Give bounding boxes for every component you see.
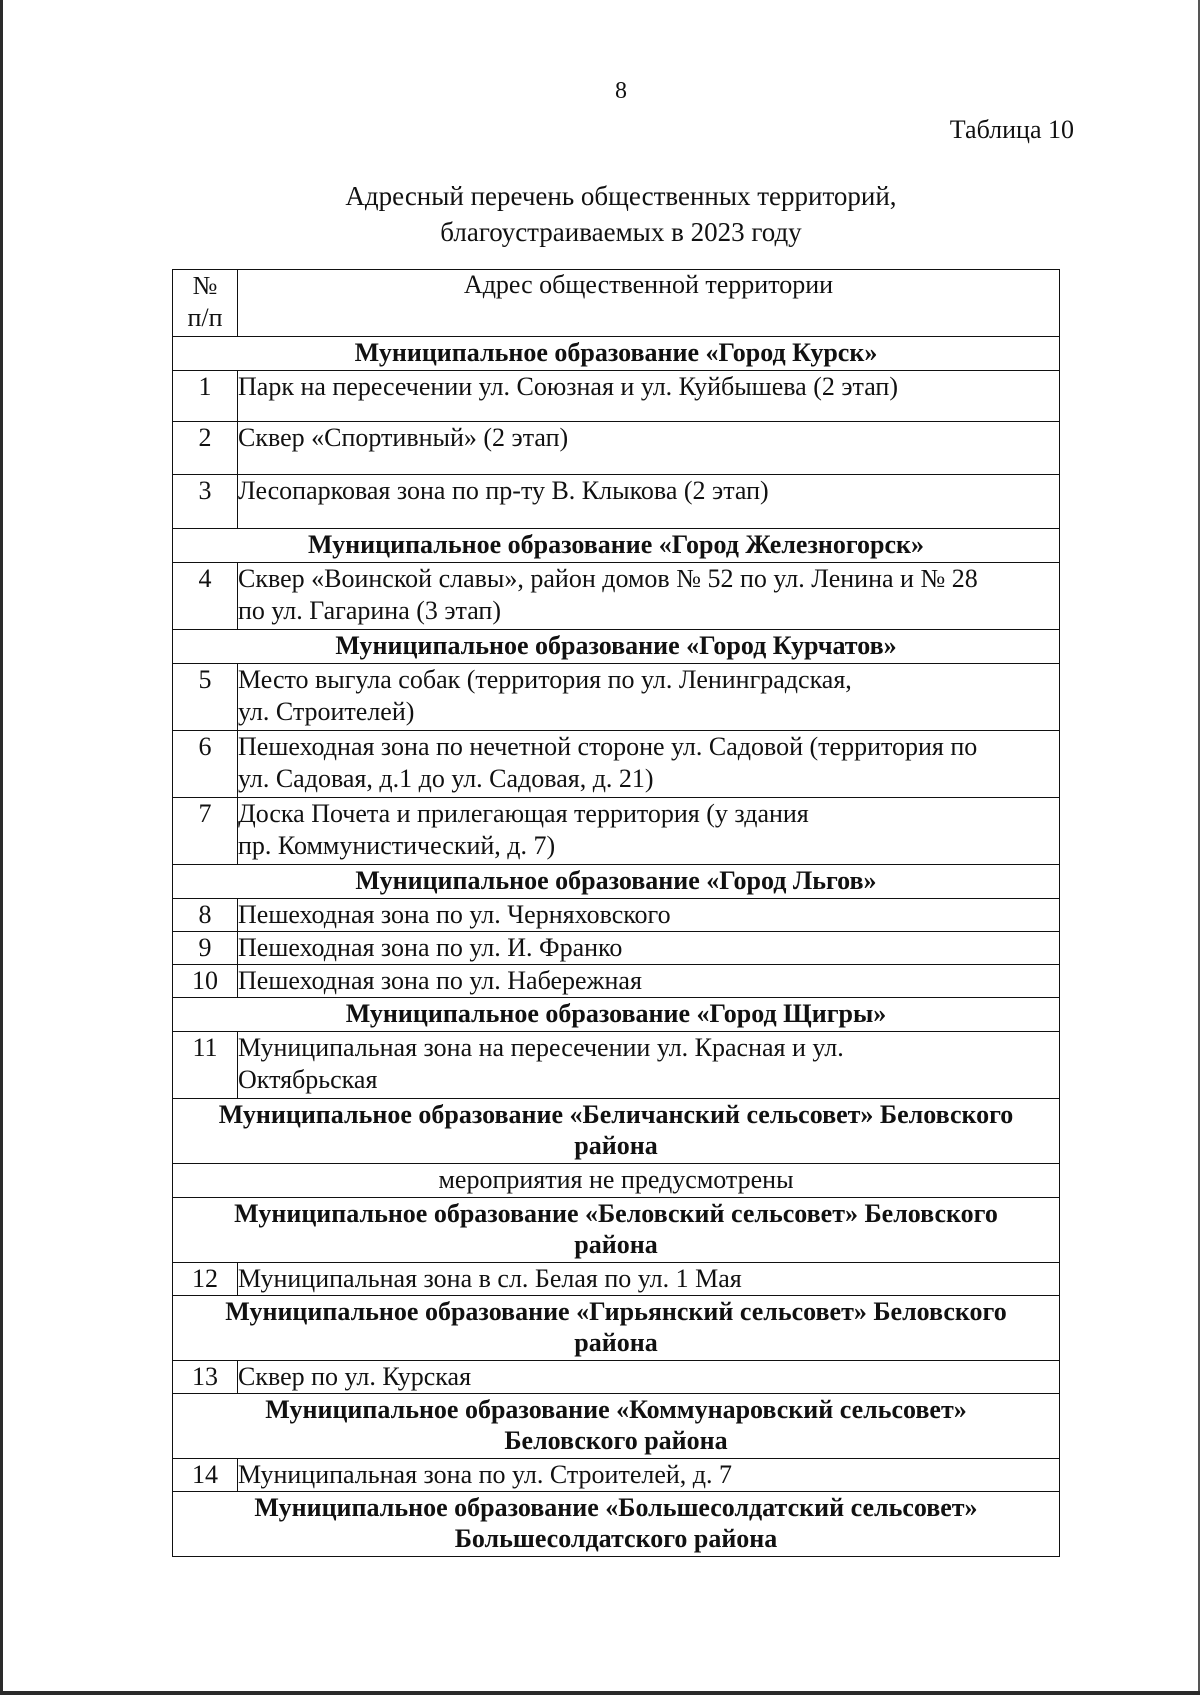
table-row xyxy=(173,899,1060,932)
row-number: 3 xyxy=(173,475,238,529)
table-row xyxy=(173,1032,1060,1099)
row-number: 4 xyxy=(173,563,238,630)
no-activities-note: мероприятия не предусмотрены xyxy=(173,1164,1060,1198)
address-table xyxy=(172,269,1060,1557)
group-row xyxy=(173,1492,1060,1557)
column-header-address: Адрес общественной территории xyxy=(238,270,1060,337)
row-number: 12 xyxy=(173,1263,238,1296)
table-header-row xyxy=(173,270,1060,337)
column-header-number: № п/п xyxy=(173,270,238,337)
table-row xyxy=(173,371,1060,422)
table-row xyxy=(173,1459,1060,1492)
row-address: Муниципальная зона в сл. Белая по ул. 1 Мая xyxy=(238,1263,1060,1296)
row-address: Пешеходная зона по ул. Набережная xyxy=(238,965,1060,998)
table-row xyxy=(173,1361,1060,1394)
group-row xyxy=(173,865,1060,899)
row-address: Пешеходная зона по ул. Черняховского xyxy=(238,899,1060,932)
note-row xyxy=(173,1164,1060,1198)
group-title: Муниципальное образование «Беличанский сельсовет» Беловского района xyxy=(173,1099,1060,1164)
group-row xyxy=(173,337,1060,371)
table-row xyxy=(173,965,1060,998)
title-line: благоустраиваемых в 2023 году xyxy=(440,217,802,247)
table-label: Таблица 10 xyxy=(949,115,1074,144)
row-number: 5 xyxy=(173,664,238,731)
title-line: Адресный перечень общественных территорий, xyxy=(345,181,897,211)
group-title: Муниципальное образование «Гирьянский сельсовет» Беловского района xyxy=(173,1296,1060,1361)
document-title xyxy=(0,178,1200,250)
table-row xyxy=(173,664,1060,731)
row-address: Муниципальная зона по ул. Строителей, д. 7 xyxy=(238,1459,1060,1492)
row-number: 7 xyxy=(173,798,238,865)
group-title: Муниципальное образование «Большесолдатский сельсовет» Большесолдатского района xyxy=(173,1492,1060,1557)
row-number: 10 xyxy=(173,965,238,998)
group-row xyxy=(173,1394,1060,1459)
row-number: 11 xyxy=(173,1032,238,1099)
row-number: 2 xyxy=(173,422,238,475)
group-title: Муниципальное образование «Город Курчатов» xyxy=(173,630,1060,664)
group-title: Муниципальное образование «Город Курск» xyxy=(173,337,1060,371)
scan-edge-bottom xyxy=(0,1691,1200,1695)
row-address: Сквер «Воинской славы», район домов № 52 по ул. Ленина и № 28 по ул. Гагарина (3 этап) xyxy=(238,563,1060,630)
row-address: Пешеходная зона по ул. И. Франко xyxy=(238,932,1060,965)
row-address: Пешеходная зона по нечетной стороне ул. Садовой (территория по ул. Садовая, д.1 до ул. Садовая, д. 21) xyxy=(238,731,1060,798)
row-address: Парк на пересечении ул. Союзная и ул. Куйбышева (2 этап) xyxy=(238,371,1060,422)
group-title: Муниципальное образование «Город Щигры» xyxy=(173,998,1060,1032)
table-row xyxy=(173,1263,1060,1296)
row-number: 1 xyxy=(173,371,238,422)
group-title: Муниципальное образование «Город Льгов» xyxy=(173,865,1060,899)
table-row xyxy=(173,422,1060,475)
row-address: Доска Почета и прилегающая территория (у здания пр. Коммунистический, д. 7) xyxy=(238,798,1060,865)
row-address: Сквер «Спортивный» (2 этап) xyxy=(238,422,1060,475)
row-number: 6 xyxy=(173,731,238,798)
group-row xyxy=(173,1099,1060,1164)
row-number: 8 xyxy=(173,899,238,932)
scan-edge-left xyxy=(0,0,3,1695)
page-number: 8 xyxy=(615,78,627,104)
group-title: Муниципальное образование «Город Железногорск» xyxy=(173,529,1060,563)
group-title: Муниципальное образование «Коммунаровский сельсовет» Беловского района xyxy=(173,1394,1060,1459)
group-row xyxy=(173,529,1060,563)
group-row xyxy=(173,998,1060,1032)
row-address: Муниципальная зона на пересечении ул. Красная и ул. Октябрьская xyxy=(238,1032,1060,1099)
table-row xyxy=(173,932,1060,965)
row-number: 9 xyxy=(173,932,238,965)
table-row xyxy=(173,731,1060,798)
table-row xyxy=(173,798,1060,865)
group-row xyxy=(173,630,1060,664)
table-row xyxy=(173,475,1060,529)
row-address: Сквер по ул. Курская xyxy=(238,1361,1060,1394)
row-address: Лесопарковая зона по пр-ту В. Клыкова (2 этап) xyxy=(238,475,1060,529)
row-number: 14 xyxy=(173,1459,238,1492)
row-address: Место выгула собак (территория по ул. Ленинградская, ул. Строителей) xyxy=(238,664,1060,731)
group-row xyxy=(173,1296,1060,1361)
group-title: Муниципальное образование «Беловский сельсовет» Беловского района xyxy=(173,1198,1060,1263)
row-number: 13 xyxy=(173,1361,238,1394)
table-row xyxy=(173,563,1060,630)
group-row xyxy=(173,1198,1060,1263)
